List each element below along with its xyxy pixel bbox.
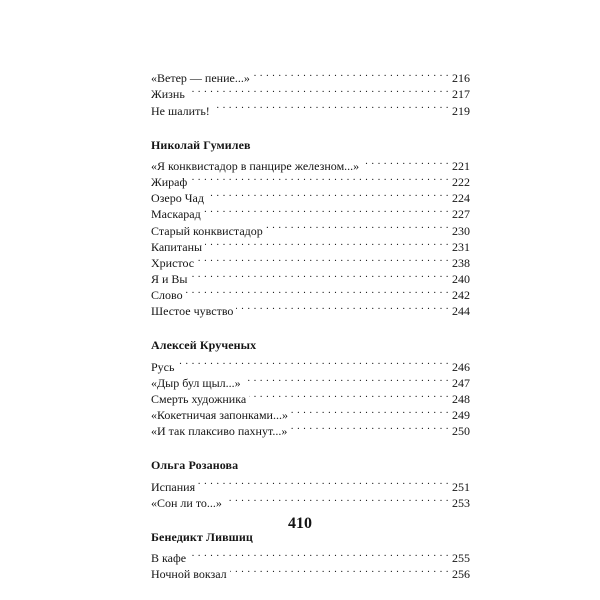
entry-page: 256 [452, 567, 470, 582]
entry-page: 238 [452, 255, 470, 270]
entry-page: 247 [452, 375, 470, 390]
toc-entry [151, 66, 470, 86]
toc-section-livshits [151, 529, 470, 582]
dot-leader [230, 562, 449, 578]
entry-title: Не шалить! [151, 103, 210, 118]
dot-leader [244, 371, 449, 387]
author-heading: Николай Гумилев [151, 137, 251, 152]
entry-page: 253 [452, 495, 470, 510]
entry-page: 250 [452, 424, 470, 439]
dot-leader [213, 98, 449, 114]
entry-page: 217 [452, 87, 470, 102]
entry-page: 230 [452, 223, 470, 238]
toc-entry [151, 546, 470, 565]
entry-title: Капитаны [151, 239, 203, 254]
dot-leader [207, 186, 449, 202]
entry-title: В кафе [151, 550, 187, 565]
table-of-contents [151, 66, 470, 582]
toc-entry [151, 82, 470, 102]
dot-leader [188, 82, 449, 98]
dot-leader [290, 419, 449, 435]
dot-leader [198, 474, 449, 490]
author-heading: Бенедикт Лившиц [151, 529, 253, 544]
toc-entry [151, 562, 470, 582]
entry-title: Христос [151, 255, 195, 270]
entry-page: 240 [452, 272, 470, 287]
entry-page: 251 [452, 479, 470, 494]
toc-entry [151, 474, 470, 494]
dot-leader [291, 403, 449, 419]
toc-entry [151, 98, 470, 118]
dot-leader [204, 202, 449, 218]
entry-page: 255 [452, 550, 470, 565]
entry-page: 248 [452, 392, 470, 406]
dot-leader [253, 66, 449, 82]
toc-entry [151, 299, 470, 319]
page-number: 410 [288, 515, 312, 532]
entry-page: 216 [452, 71, 470, 86]
toc-entry [151, 186, 470, 206]
entry-page: 221 [452, 158, 470, 173]
entry-title: «Кокетничая запонками...» [151, 408, 288, 423]
toc-entry [151, 283, 470, 303]
dot-leader [225, 491, 449, 507]
entry-title: Маскарад [151, 207, 201, 222]
entry-page: 249 [452, 408, 470, 423]
entry-page: 244 [452, 304, 470, 319]
author-heading: Алексей Крученых [151, 338, 257, 353]
dot-leader [197, 251, 449, 267]
entry-title: Ночной вокзал [151, 567, 227, 582]
dot-leader [191, 267, 450, 283]
dot-leader [205, 235, 449, 251]
dot-leader [266, 218, 449, 234]
entry-page: 222 [452, 174, 470, 189]
entry-title: «И так плаксиво пахнут...» [151, 424, 288, 439]
entry-title: «Ветер — пение...» [151, 71, 250, 86]
dot-leader [189, 546, 449, 562]
entry-title: Я и Вы [151, 272, 188, 287]
dot-leader [177, 354, 449, 370]
toc-entry [151, 251, 470, 270]
toc-entry [151, 354, 470, 374]
toc-section-kruchenykh [151, 338, 470, 439]
entry-page: 246 [452, 359, 470, 374]
toc-entry [151, 267, 470, 287]
toc-entry [151, 170, 470, 189]
entry-title: «Сон ли то...» [151, 495, 222, 510]
entry-title: Жизнь [151, 87, 185, 102]
entry-page: 219 [452, 103, 470, 118]
entry-title: Жираф [151, 174, 188, 189]
entry-title: Озеро Чад [151, 191, 204, 206]
entry-title: Испания [151, 479, 196, 494]
entry-title: Слово [151, 288, 183, 303]
entry-title: Русь [151, 359, 175, 374]
author-heading: Ольга Розанова [151, 458, 239, 473]
entry-page: 224 [452, 191, 470, 206]
entry-page: 231 [452, 239, 470, 254]
entry-page: 242 [452, 288, 470, 303]
toc-section-gumilev [151, 137, 470, 319]
entry-title: Смерть художника [151, 392, 247, 406]
toc-entry [151, 371, 470, 390]
entry-title: «Я конквистадор в панцире железном...» [151, 158, 360, 173]
entry-title: Шестое чувство [151, 304, 234, 319]
dot-leader [249, 387, 449, 403]
toc-entry [151, 491, 470, 510]
toc-section-rozanova [151, 458, 470, 510]
toc-section-continuation [151, 66, 470, 118]
entry-title: Старый конквистадор [151, 223, 263, 238]
dot-leader [190, 170, 449, 186]
entry-title: «Дыр бул щыл...» [151, 375, 241, 390]
dot-leader [236, 299, 449, 315]
dot-leader [362, 154, 449, 170]
dot-leader [186, 283, 449, 299]
toc-entry [151, 154, 470, 173]
entry-page: 227 [452, 207, 470, 222]
